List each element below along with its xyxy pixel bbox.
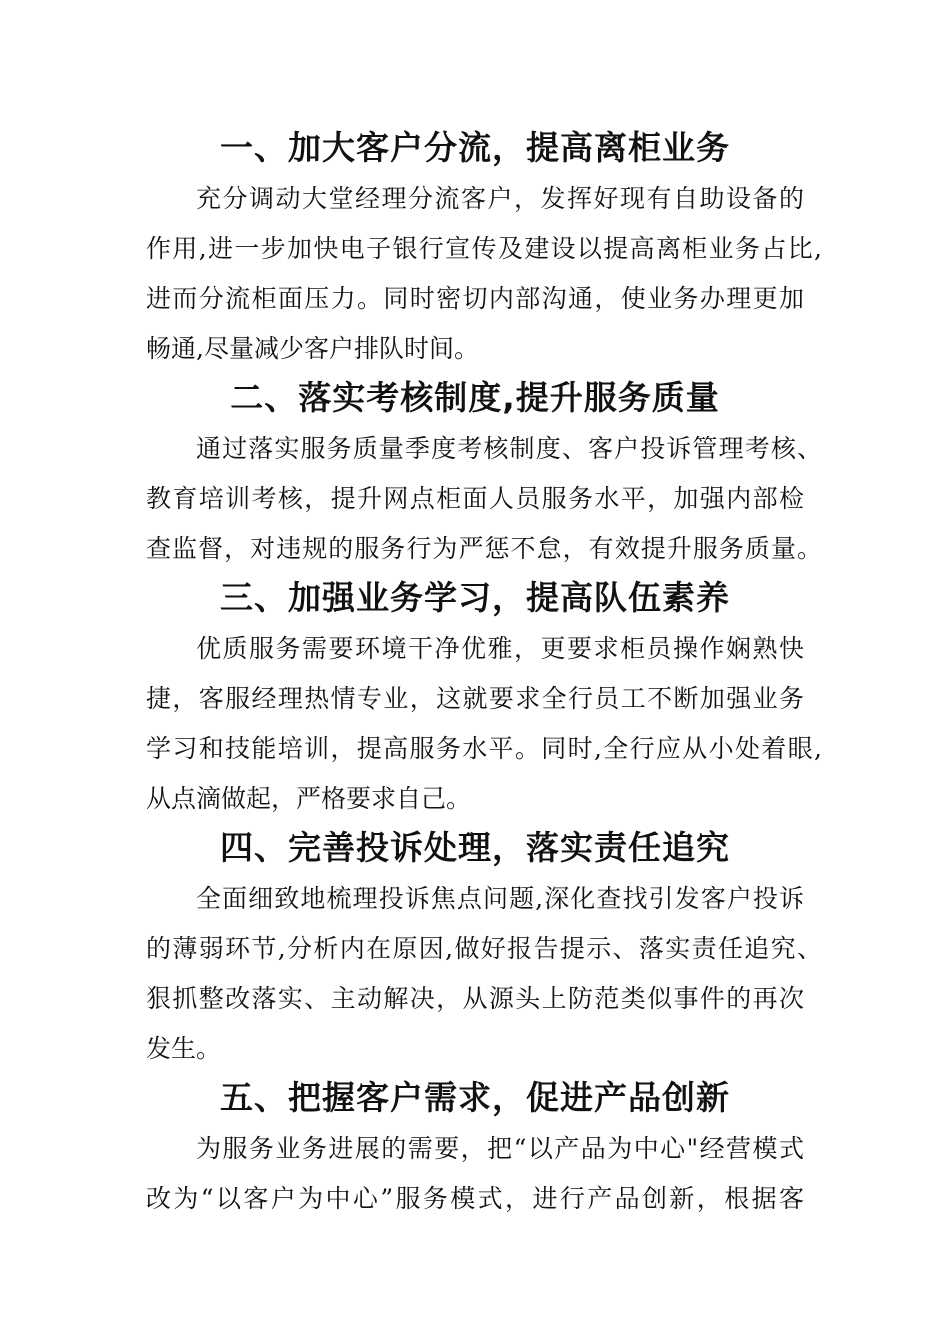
- section-2-line-3: 查监督，对违规的服务行为严惩不怠，有效提升服务质量。: [146, 534, 822, 563]
- section-1-line-1: 充分调动大堂经理分流客户，发挥好现有自助设备的: [196, 184, 804, 213]
- section-1-line-2: 作用,进一步加快电子银行宣传及建设以提高离柜业务占比,: [146, 234, 822, 263]
- section-1-line-4: 畅通,尽量减少客户排队时间。: [146, 334, 479, 363]
- section-1-line-3: 进而分流柜面压力。同时密切内部沟通，使业务办理更加: [146, 284, 804, 313]
- section-5-line-2: 改为“以客户为中心”服务模式，进行产品创新，根据客: [146, 1184, 804, 1213]
- section-4-line-2: 的薄弱环节,分析内在原因,做好报告提示、落实责任追究、: [146, 934, 822, 963]
- section-5-line-1: 为服务业务进展的需要，把“以产品为中心"经营模式: [196, 1134, 804, 1163]
- section-3-line-3: 学习和技能培训，提高服务水平。同时,全行应从小处着眼,: [146, 734, 822, 763]
- section-2-heading: 二、落实考核制度,提升服务质量: [230, 378, 720, 417]
- section-4-line-1: 全面细致地梳理投诉焦点问题,深化查找引发客户投诉: [196, 884, 804, 913]
- section-5-heading: 五、把握客户需求，促进产品创新: [220, 1078, 730, 1117]
- section-3-line-1: 优质服务需要环境干净优雅，更要求柜员操作娴熟快: [196, 634, 804, 663]
- section-3-line-4: 从点滴做起，严格要求自己。: [146, 784, 472, 813]
- section-2-line-1: 通过落实服务质量季度考核制度、客户投诉管理考核、: [196, 434, 822, 463]
- section-3-heading: 三、加强业务学习，提高队伍素养: [220, 578, 730, 617]
- section-4-line-4: 发生。: [146, 1034, 222, 1063]
- section-4-heading: 四、完善投诉处理，落实责任追究: [220, 828, 730, 867]
- section-1-heading: 一、加大客户分流，提高离柜业务: [220, 128, 730, 167]
- section-4-line-3: 狠抓整改落实、主动解决，从源头上防范类似事件的再次: [146, 984, 804, 1013]
- section-2-line-2: 教育培训考核，提升网点柜面人员服务水平，加强内部检: [146, 484, 804, 513]
- section-3-line-2: 捷，客服经理热情专业，这就要求全行员工不断加强业务: [146, 684, 804, 713]
